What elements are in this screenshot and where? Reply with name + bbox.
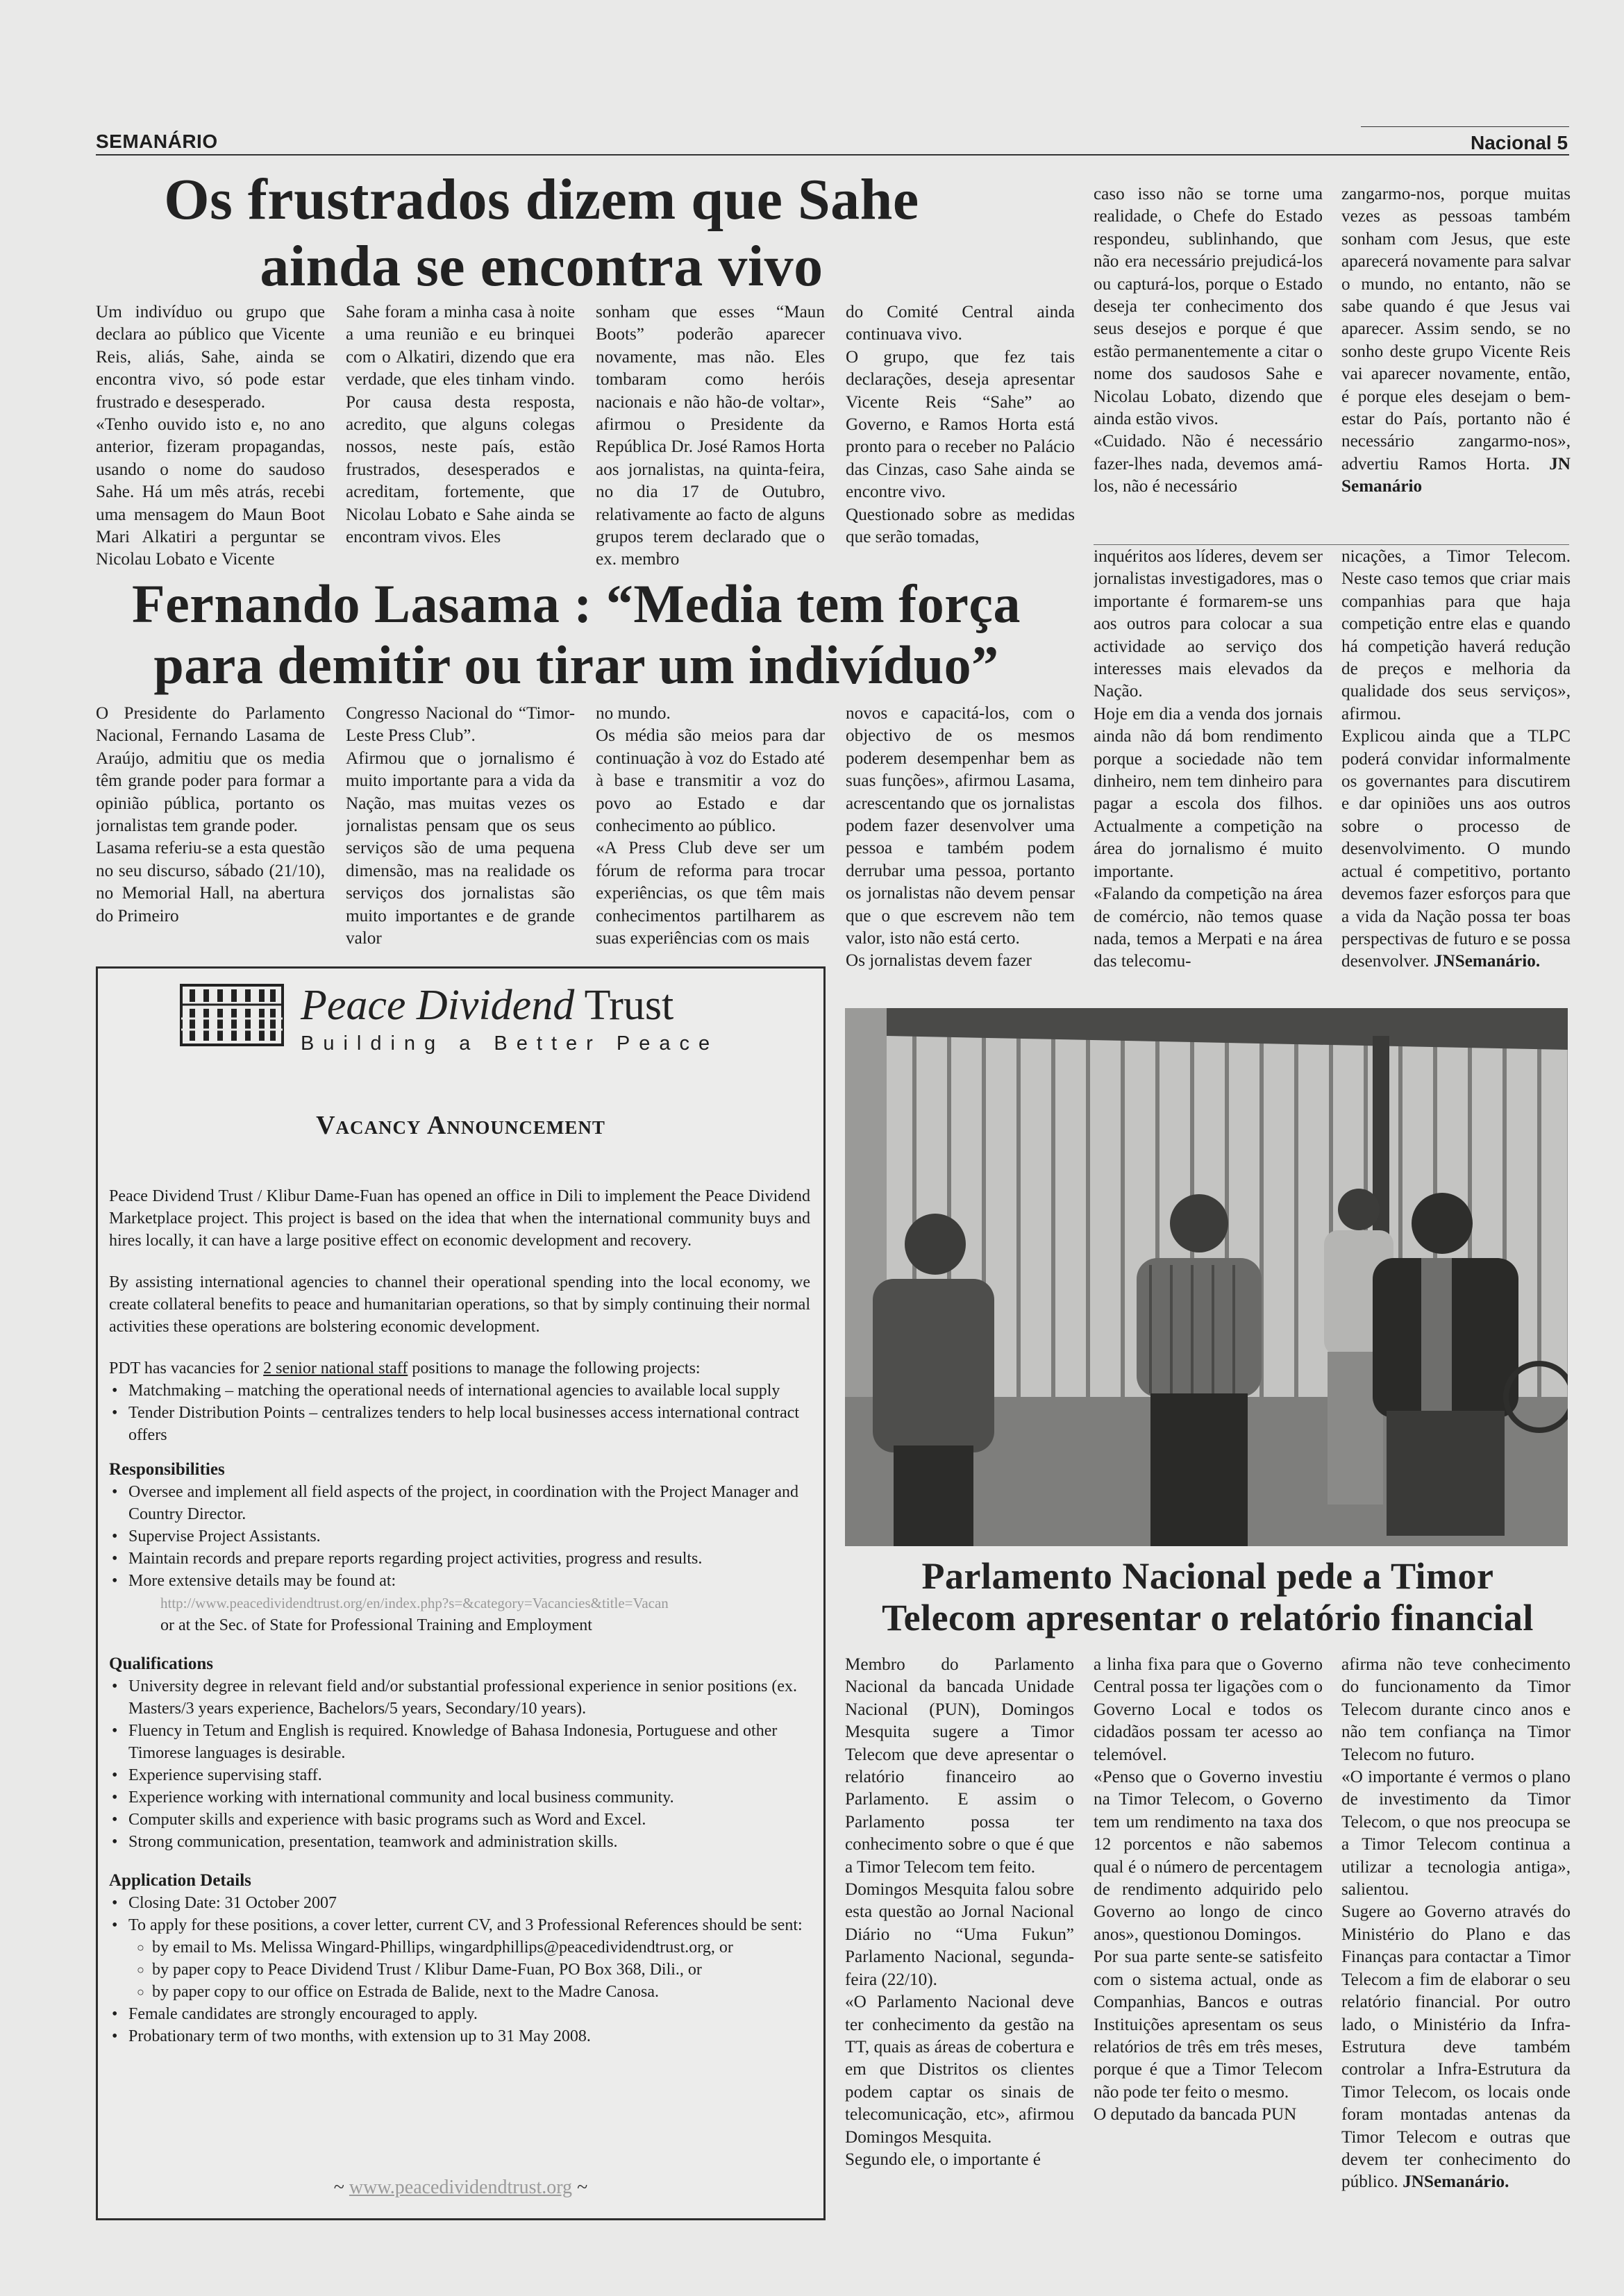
list-item: • Closing Date: 31 October 2007 [128, 1892, 810, 1914]
article2-col6-text [1341, 546, 1571, 973]
article2-col4 [846, 703, 1075, 1003]
list-item: • Computer skills and experience with basic programs such as Word and Excel. [128, 1809, 810, 1831]
article1-col5-text: caso isso não se torne uma realidade, o Chefe do Estado respondeu, sublinhando, que não era necessário prejudicá-los ou capturá-los, porque o Estado deseja ter conhecimento dos seus desejos e porque é que estão permanentemente a citar o nome dos saudosos Sahe e Nicolau Lobato, dizendo que ainda estão vivos. «Cuidado. Não é necessário fazer-lhes nada, devemos amá-los, não é necessário [1094, 185, 1323, 496]
article2-title-line1: Fernando Lasama : “Media tem força [132, 573, 1021, 634]
list-item: • Strong communication, presentation, teamwork and administration skills. [128, 1831, 810, 1853]
list-item: • Experience supervising staff. [128, 1764, 810, 1786]
ad-footer-url[interactable]: www.peacedividendtrust.org [349, 2177, 573, 2198]
article2-col2 [346, 703, 575, 958]
article2-col3-text: no mundo. Os média são meios para dar continuação à voz do Estado até à base e transmitir a voz do povo ao Estado e dar conhecimento ao público. «A Press Club deve ser um fórum de reforma para trocar experiências, os que têm mais conhecimentos partilharem as suas experiências com os mais [596, 704, 825, 948]
list-item: ○ by email to Ms. Melissa Wingard-Phillips, wingardphillips@peacedividendtrust.org, or [152, 1936, 810, 1959]
page-number: 5 [1557, 132, 1568, 153]
article2-signature: JNSemanário. [1433, 952, 1541, 971]
ad-org-name-italic: Peace Dividend [301, 982, 575, 1029]
article3-col3-text [1341, 1654, 1571, 2194]
ad-paragraph-1: Peace Dividend Trust / Klibur Dame-Fuan has opened an office in Dili to implement the Peace Dividend Marketplace project. This project is based on the idea that when the international community buys and hires locally, it can have a large positive effect on economic development and recovery. [109, 1187, 810, 1250]
article1-col2-text: Sahe foram a minha casa à noite a uma reunião e eu brinquei com o Alkatiri, dizendo que era verdade, que eles tinham vindo. Por causa desta resposta, acredito, que alguns colegas nossos, neste país, estão frustrados, desesperados e acreditam, fortemente, que Nicolau Lobato e Sahe ainda se encontram vivos. Eles [346, 303, 575, 547]
list-item: • Matchmaking – matching the operational needs of international agencies to available local supply [128, 1380, 810, 1402]
list-item: • Female candidates are strongly encouraged to apply. [128, 2003, 810, 2025]
ad-qualifications-heading: Qualifications [109, 1654, 214, 1673]
article1-col1 [96, 301, 325, 576]
article1-signature: JN Semanário [1341, 454, 1571, 496]
list-item: • Maintain records and prepare reports regarding project activities, progress and results. [128, 1548, 810, 1570]
ad-details-alt: or at the Sec. of State for Professional Training and Employment [160, 1616, 592, 1634]
article3-title-line2: Telecom apresentar o relatório financial [882, 1597, 1534, 1639]
vacancy-advertisement [96, 966, 826, 2220]
list-item: • Oversee and implement all field aspects of the project, in coordination with the Project Manager and Country Director. [128, 1481, 810, 1525]
article1-col3 [596, 301, 825, 576]
ad-responsibilities-heading: Responsibilities [109, 1460, 225, 1479]
article3-title [845, 1555, 1571, 1639]
article1-rule [1094, 544, 1569, 545]
article2-title-line2: para demitir ou tirar um indivíduo” [153, 635, 999, 695]
article3-col3 [1341, 1654, 1571, 2227]
list-item: • More extensive details may be found at: [128, 1570, 810, 1592]
header-rule-top [1361, 126, 1569, 127]
article2-col1 [96, 703, 325, 958]
ad-senior-staff-link[interactable]: 2 senior national staff [263, 1359, 408, 1377]
ad-responsibilities-list [109, 1481, 810, 1592]
list-item: • Experience working with international community and local business community. [128, 1786, 810, 1809]
ad-paragraph-3 [109, 1357, 810, 1380]
article3-col2 [1094, 1654, 1323, 2227]
article1-col3-text: sonham que esses “Maun Boots” poderão aparecer novamente, mas não. Eles tombaram como heróis nacionais e não hão-de voltar», afirmou o Presidente da República Dr. José Ramos Horta aos jornalistas, na quinta-feira, no dia 17 de Outubro, relativamente ao facto de alguns grupos terem declarado que o ex. membro [596, 303, 825, 569]
article2-col5-text: inquéritos aos líderes, devem ser jornalistas investigadores, mas o importante é formarem-se uns aos outros para colocar a sua actividade ao serviço dos interesses mais elevados da Nação. Hoje em dia a venda dos jornais ainda não dá bom rendimento porque a sociedade não tem dinheiro, nem tem dinheiro para pagar a escola dos filhos. Actualmente a competição na área do jornalismo é muito importante. «Falando da competição na área de comércio, não temos quase nada, temos a Merpati e na área das telecomu- [1094, 547, 1323, 971]
article2-title [97, 573, 1055, 696]
ad-qualifications-list [109, 1675, 810, 1853]
article3-title-line1: Parlamento Nacional pede a Timor [921, 1555, 1494, 1597]
ad-tagline: Building a Better Peace [301, 1032, 719, 1055]
header-rule [96, 154, 1569, 156]
ad-footer: ~ www.peacedividendtrust.org ~ [333, 2177, 588, 2198]
ad-projects-list [109, 1380, 810, 1446]
ad-org-name [301, 981, 673, 1030]
list-item: ○ by paper copy to Peace Dividend Trust / Klibur Dame-Fuan, PO Box 368, Dili., or [152, 1959, 810, 1981]
article1-col1-text: Um indivíduo ou grupo que declara ao público que Vicente Reis, aliás, Sahe, ainda se encontra vivo, só pode estar frustrado e desesperado. «Tenho ouvido isto e, no ano anterior, fizeram propagandas, usando o nome do saudoso Sahe. Há um mês atrás, recebi uma mensagem do Maun Boot Mari Alkatiri a perguntar se Nicolau Lobato e Vicente [96, 303, 325, 569]
newspaper-name: SEMANÁRIO [96, 131, 218, 152]
article2-col5 [1094, 546, 1323, 1004]
article1-col2 [346, 301, 575, 576]
ad-application-sublist [109, 1936, 810, 2003]
abacus-logo-icon [180, 984, 284, 1046]
ad-application-list [109, 1892, 810, 1936]
photo-men-at-ceremony [845, 1008, 1568, 1546]
ad-title: Vacancy Announcement [316, 1111, 605, 1140]
ad-application-heading: Application Details [109, 1871, 251, 1890]
article1-col4 [846, 301, 1075, 576]
article1-col6-text [1341, 183, 1571, 498]
article2-col1-text: O Presidente do Parlamento Nacional, Fernando Lasama de Araújo, admitiu que os media têm grande poder para formar a opinião pública, portanto os jornalistas tem grande poder. Lasama referiu-se a esta questão no seu discurso, sábado (21/10), no Memorial Hall, na abertura do Primeiro [96, 704, 325, 925]
ad-application-list-2 [109, 2003, 810, 2047]
article1-title: Os frustrados dizem que Sahe ainda se encontra vivo [164, 167, 919, 299]
section-page [1471, 132, 1568, 154]
article3-col3-body: afirma não teve conhecimento do funcionamento da Timor Telecom durante cinco anos e não tem confiança na Timor Telecom no futuro. «O importante é vermos o plano de investimento da Timor Telecom, o que nos preocupa se a Timor Telecom continua a utilizar a tecnologia antiga», salientou. Sugere ao Governo através do Ministério do Plano e das Finanças para contactar a Timor Telecom a fim de elaborar o seu relatório financial. Por outro lado, o Ministério da Infra-Estrutura deve também controlar a Infra-Estrutura da Timor Telecom, os locais onde foram montadas antenas da Timor Telecom e outras que devem ter conhecimento do público. [1341, 1655, 1571, 2192]
article2-col6 [1341, 546, 1571, 1004]
list-item: • Fluency in Tetum and English is required. Knowledge of Bahasa Indonesia, Portuguese and other Timorese languages is desirable. [128, 1720, 810, 1764]
ad-paragraph-2: By assisting international agencies to channel their operational spending into the local economy, we create collateral benefits to peace and humanitarian operations, so that by simply continuing their normal activities these operations are bolstering economic development. [109, 1273, 810, 1336]
ad-details-url[interactable]: http://www.peacedividendtrust.org/en/index.php?s=&category=Vacancies&title=Vacan [160, 1595, 669, 1611]
article2-col6-body: nicações, a Timor Telecom. Neste caso temos que criar mais companhias para que haja competição entre elas e quando há competição haverá redução de preços e melhoria da qualidade dos seus serviços», afirmou. Explicou ainda que a TLPC poderá convidar informalmente os governantes para discutirem e dar opiniões uns aos outros sobre o processo de desenvolvimento. O mundo actual é competitivo, portanto devemos fazer esforços para que a vida da Nação possa ter boas perspectivas de futuro e se possa desenvolver. [1341, 547, 1571, 971]
article1-col6-body: zangarmo-nos, porque muitas vezes as pessoas também sonham com Jesus, que este aparecerá novamente para salvar o mundo, no entanto, não se sabe quando é que Jesus vai aparecer. Assim sendo, se no sonho deste grupo Vicente Reis vai aparecer novamente, então, é porque eles desejam o bem-estar do País, portanto não é necessário zangarmo-nos», advertiu Ramos Horta. [1341, 185, 1571, 474]
list-item: • Supervise Project Assistants. [128, 1525, 810, 1548]
list-item: • Tender Distribution Points – centralizes tenders to help local businesses access international contract offers [128, 1402, 810, 1446]
article3-col1-text: Membro do Parlamento Nacional da bancada Unidade Nacional (PUN), Domingos Mesquita sugere a Timor Telecom que deve apresentar o relatório financeiro ao Parlamento. E assim o Parlamento possa ter conhecimento sobre o que é que a Timor Telecom tem feito. Domingos Mesquita falou sobre esta questão ao Jornal Nacional Diário no “Uma Fukun” Parlamento Nacional, segunda-feira (22/10). «O Parlamento Nacional deve ter conhecimento da gestão na TT, quais as áreas de cobertura e em que Distritos os clientes podem captar os sinais de telecomunicação, etc», afirmou Domingos Mesquita. Segundo ele, o importante é [845, 1655, 1074, 2169]
list-item: ○ by paper copy to our office on Estrada de Balide, next to the Madre Canosa. [152, 1981, 810, 2003]
ad-body [109, 1185, 810, 2047]
article1-col6 [1341, 183, 1571, 536]
article1-col4-text: do Comité Central ainda continuava vivo. O grupo, que fez tais declarações, deseja apresentar Vicente Reis “Sahe” ao Governo, e Ramos Horta está pronto para o receber no Palácio das Cinzas, caso Sahe ainda se encontre vivo. Questionado sobre as medidas que serão tomadas, [846, 303, 1075, 547]
article2-col3 [596, 703, 825, 958]
article2-col4-text: novos e capacitá-los, com o objectivo de os mesmos poderem desempenhar bem as suas funções», afirmou Lasama, acrescentando que os jornalistas podem fazer desenvolver uma pessoa e também podem derrubar uma pessoa, portanto os jornalistas não devem pensar que o que escrevem não tem valor, isto não está certo. Os jornalistas devem fazer [846, 704, 1075, 971]
ad-p3-after: positions to manage the following projects: [408, 1359, 701, 1377]
article3-signature: JNSemanário. [1403, 2172, 1509, 2192]
article1-col5 [1094, 183, 1323, 533]
list-item: • University degree in relevant field and/or substantial professional experience in senior positions (ex. Masters/3 years experience, Bachelors/5 years, Secondary/10 years). [128, 1675, 810, 1720]
list-item: • Probationary term of two months, with extension up to 31 May 2008. [128, 2025, 810, 2047]
section-name: Nacional [1471, 132, 1552, 153]
ad-p3-before: PDT has vacancies for [109, 1359, 264, 1377]
article3-col2-text: a linha fixa para que o Governo Central possa ter ligações com o Governo Local e todos os cidadãos possam ter acesso ao telemóvel. «Penso que o Governo investiu na Timor Telecom, o Governo tem um rendimento na taxa dos 12 porcentos e não sabemos qual é o número de percentagem de rendimento adquirido pelo Governo ao longo de cinco anos», questionou Domingos. Por sua parte sente-se satisfeito com o sistema actual, onde as Companhias, Bancos e outras Instituições apresentam os seus relatórios de três em três meses, porque é que a Timor Telecom não pode ter feito o mesmo. O deputado da bancada PUN [1094, 1655, 1323, 2125]
article2-col2-text: Congresso Nacional do “Timor-Leste Press Club”. Afirmou que o jornalismo é muito importante para a vida da Nação, mas muitas vezes os jornalistas pensam que os seus serviços são de uma pequena dimensão, mas na realidade os serviços dos jornalistas são muito importantes e de grande valor [346, 704, 575, 948]
news-photo [845, 1008, 1568, 1546]
article3-col1 [845, 1654, 1074, 2227]
list-item: • To apply for these positions, a cover letter, current CV, and 3 Professional References should be sent: [128, 1914, 810, 1936]
ad-org-name-plain: Trust [584, 982, 674, 1029]
